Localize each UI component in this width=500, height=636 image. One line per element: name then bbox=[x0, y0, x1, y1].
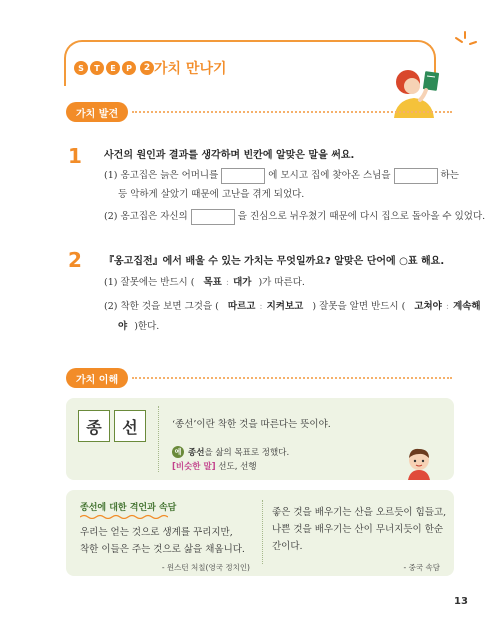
item-text: (1) 잘못에는 반드시 ( bbox=[104, 277, 195, 288]
item-text: ) 잘못을 알면 반드시 ( bbox=[312, 301, 406, 312]
choice-option[interactable]: 계속해 bbox=[453, 301, 481, 312]
item-text: 을 진심으로 뉘우쳤기 때문에 다시 집으로 돌아올 수 있었다. bbox=[237, 211, 486, 222]
proverb-line: 좋은 것을 배우기는 산을 오르듯이 힘들고, bbox=[272, 507, 447, 518]
step-letter: E bbox=[106, 61, 120, 75]
section-tag-discovery: 가치 발견 bbox=[66, 102, 128, 122]
hanja-char: 종 bbox=[78, 410, 110, 442]
step-letter: S bbox=[74, 61, 88, 75]
choice-option-cont: 야 bbox=[118, 321, 128, 332]
question-number: 1 bbox=[68, 144, 82, 168]
question-instruction: 『옹고집전』에서 배울 수 있는 가치는 무엇일까요? 알맞은 단어에 ○표 해요. bbox=[104, 256, 445, 267]
quote-line: 착한 이들은 주는 것으로 삶을 채웁니다. bbox=[80, 544, 245, 555]
example-badge: 예 bbox=[172, 446, 184, 458]
step-letter: T bbox=[90, 61, 104, 75]
wave-underline bbox=[80, 514, 168, 519]
value-definition-box bbox=[66, 398, 454, 480]
quote-line: 우리는 얻는 것으로 생계를 꾸리지만, bbox=[80, 527, 233, 538]
choice-separator: : bbox=[225, 277, 230, 288]
proverb-text bbox=[272, 504, 446, 555]
divider bbox=[158, 406, 159, 472]
step-badge bbox=[74, 58, 154, 78]
value-description: ‘종선’이란 착한 것을 따른다는 뜻이야. bbox=[172, 419, 331, 430]
choice-separator: : bbox=[259, 301, 263, 312]
proverb-source: - 중국 속담 bbox=[403, 563, 440, 572]
proverb-line: 간이다. bbox=[272, 541, 303, 552]
choice-option[interactable]: 대가 bbox=[233, 277, 252, 288]
hanja-char: 선 bbox=[114, 410, 146, 442]
proverb-box bbox=[66, 490, 454, 576]
item-text: (1) 옹고집은 늙은 어머니를 bbox=[104, 170, 219, 181]
choice-option[interactable]: 따르고 bbox=[227, 301, 256, 312]
example-line bbox=[172, 446, 289, 458]
item-text: 에 모시고 집에 찾아온 스님을 bbox=[268, 170, 391, 181]
item-text: )가 따른다. bbox=[258, 277, 305, 288]
choice-option[interactable]: 고쳐야 bbox=[414, 301, 442, 312]
page-number: 13 bbox=[454, 596, 468, 607]
choice-option[interactable]: 목표 bbox=[203, 277, 222, 288]
item-text: 하는 bbox=[440, 170, 459, 181]
sparkle-icon bbox=[452, 28, 478, 54]
item-text: (2) 옹고집은 자신의 bbox=[104, 211, 188, 222]
question-item-cont bbox=[118, 318, 159, 332]
step-number: 2 bbox=[140, 61, 154, 75]
divider bbox=[132, 111, 452, 113]
example-word: 종선 bbox=[188, 448, 205, 458]
question-instruction: 사건의 원인과 결과를 생각하며 빈칸에 알맞은 말을 써요. bbox=[104, 150, 355, 161]
page-title: 가치 만나기 bbox=[154, 61, 227, 77]
question-item-cont: 등 악하게 살았기 때문에 고난을 겪게 되었다. bbox=[118, 189, 305, 200]
question-item bbox=[104, 208, 485, 225]
step-letter: P bbox=[122, 61, 136, 75]
answer-blank[interactable] bbox=[191, 209, 235, 225]
answer-blank[interactable] bbox=[394, 168, 438, 184]
question-item bbox=[104, 298, 481, 312]
quote-source: - 윈스턴 처칠(영국 정치인) bbox=[161, 563, 250, 572]
question-item bbox=[104, 167, 459, 184]
quote-text bbox=[80, 524, 245, 558]
boy-character-icon bbox=[404, 446, 434, 480]
synonym-label: [비슷한 말] bbox=[172, 462, 216, 472]
synonym-words: 선도, 선행 bbox=[218, 462, 257, 472]
choice-option[interactable]: 지켜보고 bbox=[266, 301, 304, 312]
proverb-line: 나쁜 것을 배우기는 산이 무너지듯이 한순 bbox=[272, 524, 444, 535]
item-text: (2) 착한 것을 보면 그것을 ( bbox=[104, 301, 219, 312]
proverb-title: 종선에 대한 격언과 속담 bbox=[80, 503, 177, 513]
item-text: )한다. bbox=[134, 321, 160, 332]
question-number: 2 bbox=[68, 248, 82, 272]
section-tag-understanding: 가치 이해 bbox=[66, 368, 128, 388]
choice-separator: : bbox=[445, 301, 450, 312]
synonym-line bbox=[172, 460, 257, 472]
divider bbox=[262, 500, 263, 564]
question-item bbox=[104, 274, 305, 288]
divider bbox=[132, 377, 452, 379]
answer-blank[interactable] bbox=[221, 168, 265, 184]
example-text: 을 삶의 목표로 정했다. bbox=[204, 448, 290, 458]
